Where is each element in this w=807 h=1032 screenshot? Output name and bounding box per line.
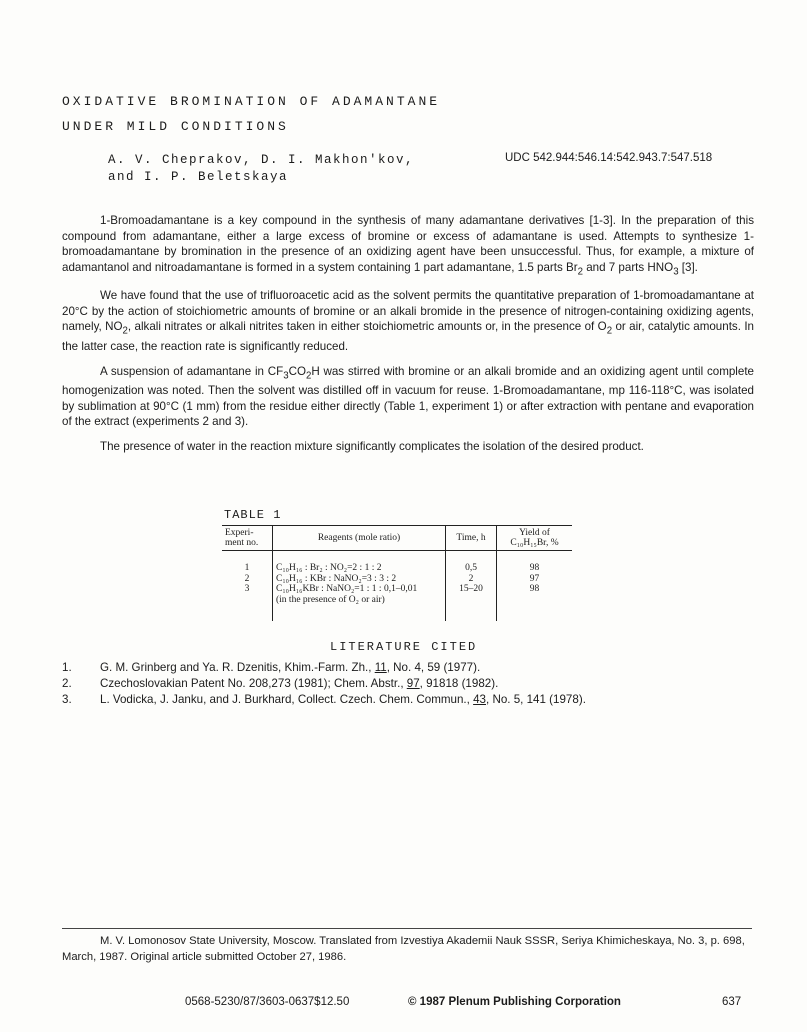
paragraph-1 (62, 213, 754, 279)
cell-reagents-note: (in the presence of O₂ or air) (276, 594, 385, 605)
reference-text-post: , No. 5, 141 (1978). (486, 693, 586, 706)
paragraph-2 (62, 288, 754, 354)
table-row (222, 551, 572, 574)
reference-text-pre: Czechoslovakian Patent No. 208,273 (1981); Chem. Abstr., (100, 677, 407, 690)
paragraph-2-text-mid: , alkali nitrates or alkali nitrites taken in either stoichiometric amounts or, in the presence of O (127, 320, 607, 334)
cell-yield: 98 (529, 584, 540, 594)
table-row (222, 574, 572, 585)
page-number: 637 (722, 996, 742, 1008)
table-spacer-row (222, 605, 572, 621)
reference-number: 2. (62, 677, 72, 690)
table-label: TABLE 1 (224, 508, 282, 522)
header-yield-line-2: C₁₀H₁₅Br, % (510, 538, 559, 548)
subscript: 2 (606, 325, 613, 337)
footnote: M. V. Lomonosov State University, Moscow. Translated from Izvestiya Akademii Nauk SSSR, Seriya Khimicheskaya, No. 3, p. 698, March, 1987. Original article submitted October 27, 1986. (62, 935, 745, 963)
paragraph-2-text-end: or air, catalytic amounts. In the latter case, the reaction rate is significantly reduced. (62, 320, 754, 354)
paragraph-1-text-end: [3]. (678, 260, 698, 274)
header-yield (497, 526, 573, 551)
cell-yield: 98 (529, 563, 540, 573)
paragraph-4: The presence of water in the reaction mixture significantly complicates the isolation of the desired product. (100, 439, 644, 453)
paragraph-3 (62, 364, 754, 430)
cell-reagents: C₁₀H₁₆ : Br₂ : NO₂=2 : 1 : 2 (273, 551, 446, 574)
paragraph-1-text: 1-Bromoadamantane is a key compound in the synthesis of many adamantane derivatives [1-3]. In the preparation of this compound from adamantane, either a large excess of bromine or excess of adamantane is used. Attempts to synthesize 1-bromoadamantane by bromination in the presence of an oxidizing agent have been unsuccessful. Thus, for example, a mixture of adamantanol and nitroadamantane is formed in a system containing 1 part adamantane, 1.5 parts Br (62, 214, 754, 274)
reference-volume: 11 (374, 661, 387, 674)
cell-time: 2 (446, 574, 497, 585)
header-time: Time, h (446, 526, 497, 551)
subscript: 2 (122, 325, 128, 337)
subscript: 2 (305, 369, 312, 381)
paragraph-3-text-b: CO (288, 364, 306, 378)
results-table (222, 525, 572, 621)
reference-text-pre: G. M. Grinberg and Ya. R. Dzenitis, Khim.-Farm. Zh., (100, 661, 375, 674)
reference-number: 1. (62, 661, 72, 674)
paragraph-2-text: We have found that the use of trifluoroacetic acid as the solvent permits the quantitative preparation of 1-bromoadamantane at 20°C by the action of stoichiometric amounts of bromine or an alkali bromide in the presence of nitrogen-containing oxidizing agents, namely, NO (62, 289, 754, 334)
subscript: 2 (577, 265, 583, 277)
cell-no: 1 (222, 551, 273, 574)
article-body (62, 213, 754, 463)
footnote-divider (62, 928, 752, 929)
article-title-line-1: OXIDATIVE BROMINATION OF ADAMANTANE (62, 94, 441, 109)
cell-time: 0,5 (446, 551, 497, 574)
copyright-notice: © 1987 Plenum Publishing Corporation (408, 996, 621, 1008)
article-code: 0568-5230/87/3603-0637$12.50 (185, 996, 350, 1008)
author-list (108, 152, 414, 186)
subscript: 3 (673, 265, 679, 277)
subscript: 3 (283, 369, 289, 381)
paragraph-3-text: A suspension of adamantane in CF (100, 364, 284, 378)
table-row (222, 584, 572, 605)
reference-text (100, 692, 586, 708)
cell-yield: 97 (529, 573, 540, 584)
reference-list (62, 660, 762, 708)
header-experiment-no: Experi-ment no. (222, 526, 273, 551)
literature-heading: LITERATURE CITED (330, 640, 478, 654)
reference-text-pre: L. Vodicka, J. Janku, and J. Burkhard, Collect. Czech. Chem. Commun., (100, 693, 474, 706)
header-yield-line-1: Yield of (519, 528, 550, 538)
paragraph-1-text-mid: and 7 parts HNO (582, 260, 674, 274)
reference-volume: 43 (473, 693, 487, 706)
udc-code: UDC 542.944:546.14:542.943.7:547.518 (505, 152, 713, 164)
paragraph-3-text-c: H was stirred with bromine or an alkali bromide and an oxidizing agent until complete homogenization was noted. Then the solvent was distilled off in vacuum for reuse. 1-Bromoadamantane, mp 116-118°C, was isolated by sublimation at 90°C (1 mm) from the residue either directly (Table 1, experiment 1) or after extraction with pentane and evaporation of the extract (experiments 2 and 3). (62, 364, 754, 429)
article-title-line-2: UNDER MILD CONDITIONS (62, 119, 289, 134)
cell-time: 15–20 (446, 584, 497, 605)
cell-no: 3 (222, 584, 273, 605)
reference-volume: 97 (406, 677, 420, 690)
author-line-2: and I. P. Beletskaya (108, 170, 289, 184)
reference-text-post: , 91818 (1982). (419, 677, 499, 690)
reference-item (62, 692, 762, 708)
cell-no: 2 (222, 574, 273, 585)
cell-reagents-line-1: C₁₀H₁₆KBr : NaNO₂=1 : 1 : 0,1–0,01 (276, 584, 418, 594)
cell-reagents (273, 584, 446, 605)
reference-text (100, 676, 498, 692)
reference-item (62, 660, 762, 676)
table-header-row (222, 526, 572, 551)
cell-reagents: C₁₀H₁₆ : KBr : NaNO₂=3 : 3 : 2 (273, 574, 446, 585)
reference-text-post: , No. 4, 59 (1977). (386, 661, 481, 674)
reference-number: 3. (62, 693, 72, 706)
reference-text (100, 660, 480, 676)
header-reagents: Reagents (mole ratio) (273, 526, 446, 551)
author-line-1: A. V. Cheprakov, D. I. Makhon'kov, (108, 153, 415, 167)
reference-item (62, 676, 762, 692)
